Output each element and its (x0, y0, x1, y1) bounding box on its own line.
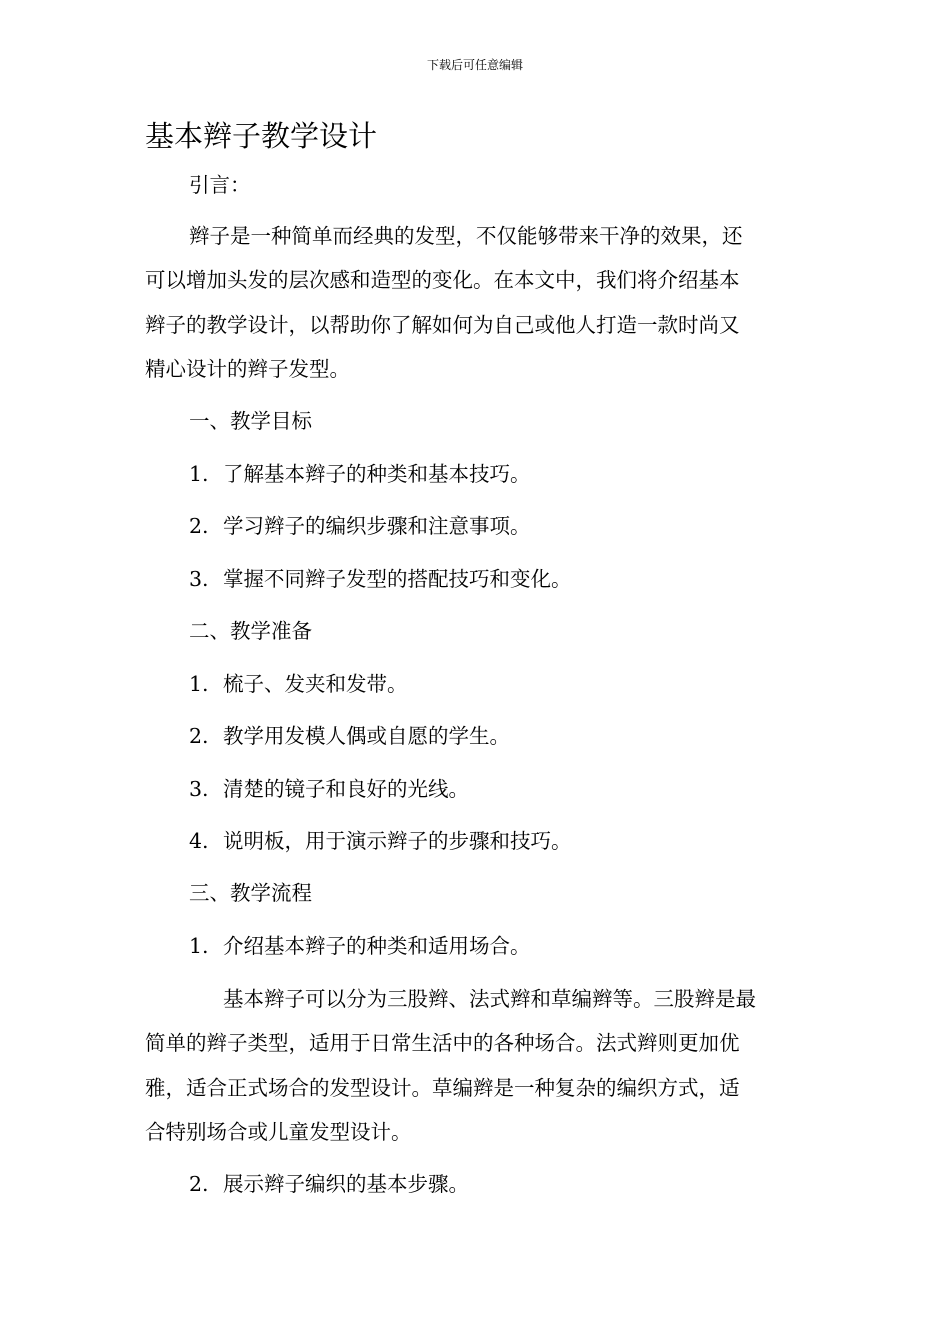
list-item-number: 3. (189, 777, 209, 801)
list-item (189, 931, 531, 961)
list-item (189, 721, 510, 751)
intro-paragraph-line: 辫子的教学设计，以帮助你了解如何为自己或他人打造一款时尚又 (145, 313, 740, 337)
list-item-number: 4. (189, 829, 209, 853)
list-item-number: 3. (189, 567, 209, 591)
section-heading: 三、教学流程 (189, 881, 312, 905)
intro-heading: 引言： (189, 173, 251, 197)
intro-paragraph-line: 可以增加头发的层次感和造型的变化。在本文中，我们将介绍基本 (145, 268, 740, 292)
list-item-text: 教学用发模人偶或自愿的学生。 (223, 724, 510, 748)
list-item (189, 669, 408, 699)
detail-paragraph-line: 基本辫子可以分为三股辫、法式辫和草编辫等。三股辫是最 (223, 987, 756, 1011)
list-item-text: 介绍基本辫子的种类和适用场合。 (223, 934, 531, 958)
list-item-text: 掌握不同辫子发型的搭配技巧和变化。 (223, 567, 572, 591)
list-item-number: 2. (189, 514, 209, 538)
list-item (189, 511, 531, 541)
list-item (189, 459, 531, 489)
page-header: 下载后可任意编辑 (426, 58, 523, 72)
list-item-text: 清楚的镜子和良好的光线。 (223, 777, 469, 801)
list-item-number: 1. (189, 934, 209, 958)
list-item-text: 展示辫子编织的基本步骤。 (223, 1172, 469, 1196)
list-item-number: 1. (189, 672, 209, 696)
intro-paragraph-line: 辫子是一种简单而经典的发型，不仅能够带来干净的效果，还 (189, 224, 743, 248)
list-item (189, 774, 469, 804)
list-item (189, 564, 572, 594)
detail-paragraph-line: 合特别场合或儿童发型设计。 (145, 1120, 412, 1144)
list-item-text: 说明板，用于演示辫子的步骤和技巧。 (223, 829, 572, 853)
document-title: 基本辫子教学设计 (145, 119, 378, 153)
detail-paragraph-line: 简单的辫子类型，适用于日常生活中的各种场合。法式辫则更加优 (145, 1031, 740, 1055)
list-item-number: 1. (189, 462, 209, 486)
list-item-text: 学习辫子的编织步骤和注意事项。 (223, 514, 531, 538)
list-item (189, 1169, 469, 1199)
section-heading: 一、教学目标 (189, 409, 312, 433)
list-item-text: 梳子、发夹和发带。 (223, 672, 408, 696)
section-heading: 二、教学准备 (189, 619, 312, 643)
intro-paragraph-line: 精心设计的辫子发型。 (145, 357, 350, 381)
list-item-text: 了解基本辫子的种类和基本技巧。 (223, 462, 531, 486)
list-item-number: 2. (189, 724, 209, 748)
list-item (189, 826, 572, 856)
list-item-number: 2. (189, 1172, 209, 1196)
detail-paragraph-line: 雅，适合正式场合的发型设计。草编辫是一种复杂的编织方式，适 (145, 1076, 740, 1100)
